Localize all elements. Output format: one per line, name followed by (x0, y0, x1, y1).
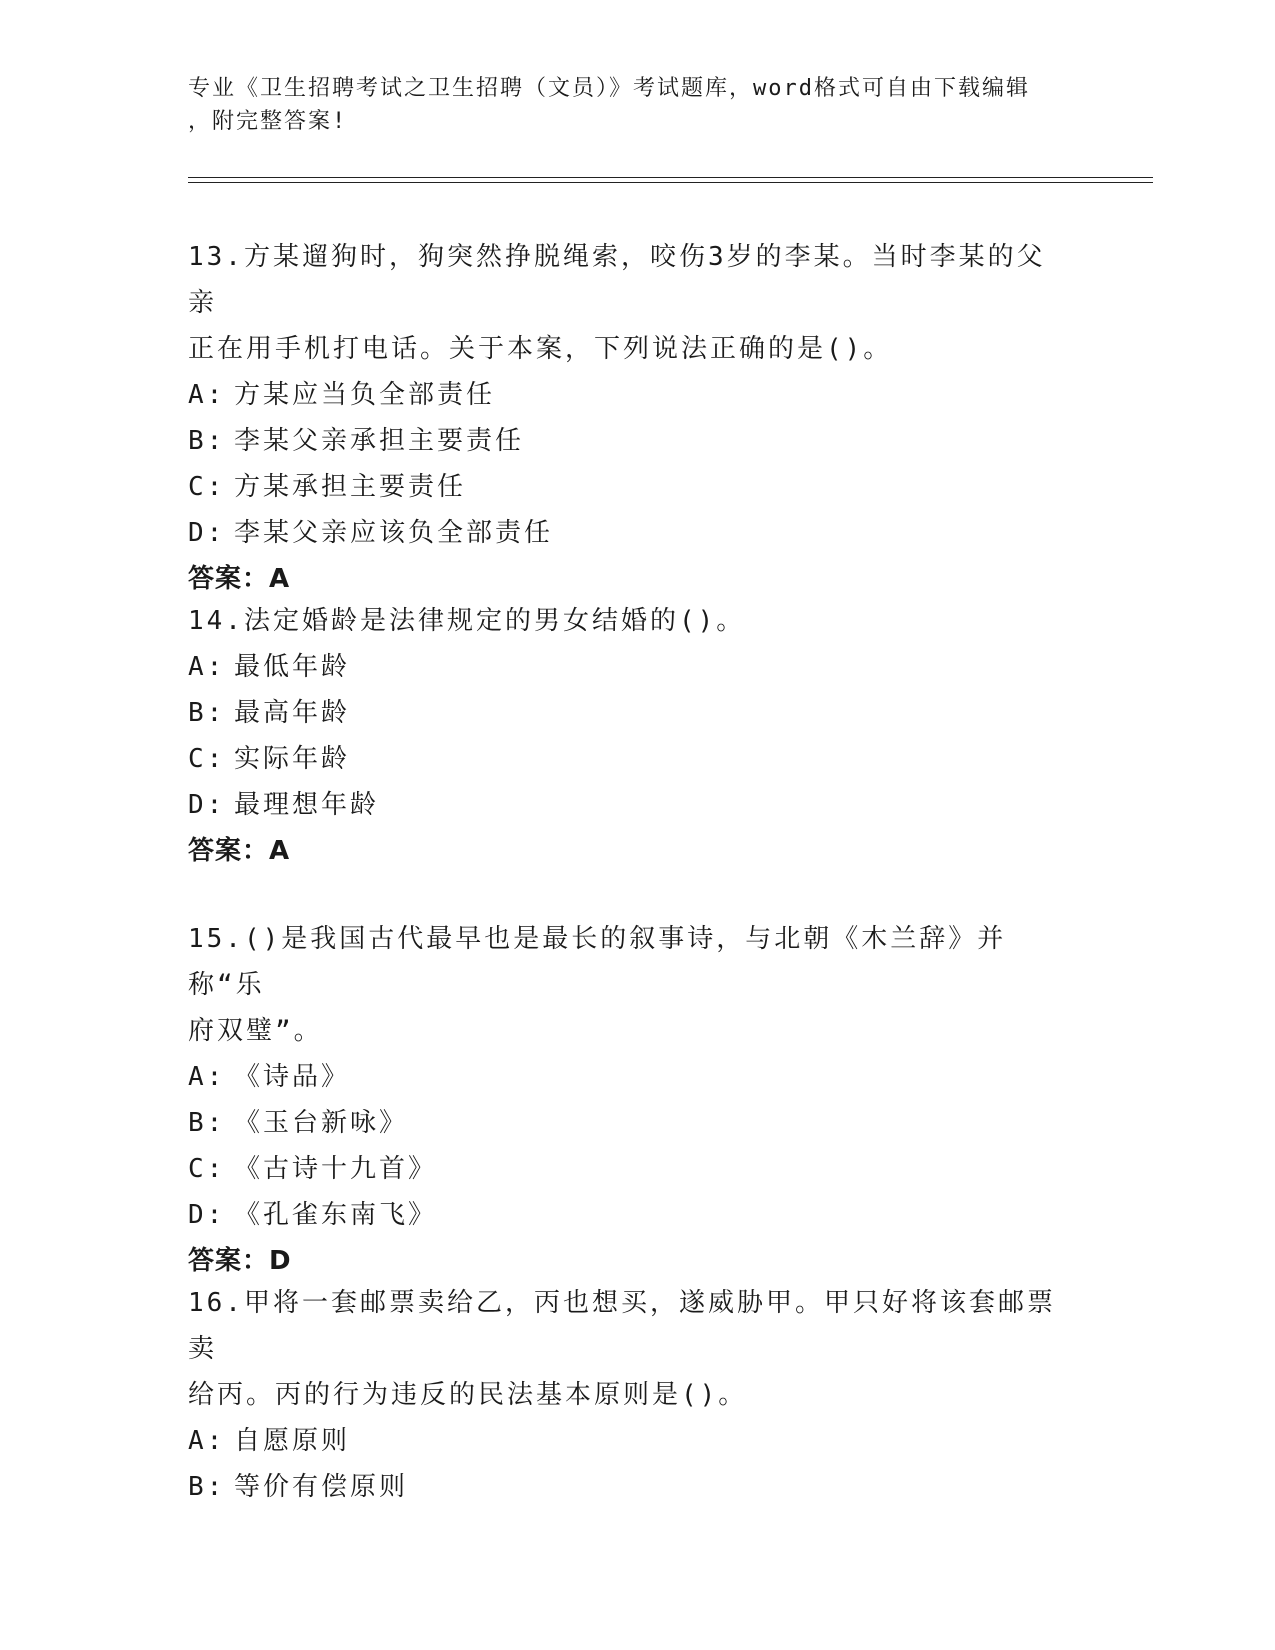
option-c (188, 1146, 1068, 1192)
option-key: D: (188, 1200, 226, 1230)
option-key: B: (188, 1108, 226, 1138)
option-key: A: (188, 380, 226, 410)
option-text: 《孔雀东南飞》 (234, 1200, 438, 1230)
option-key: D: (188, 518, 226, 548)
question-14 (188, 598, 1068, 874)
option-b (188, 418, 1068, 464)
option-b (188, 690, 1068, 736)
question-16 (188, 1280, 1068, 1510)
option-a (188, 372, 1068, 418)
option-text: 方某应当负全部责任 (234, 380, 496, 410)
option-text: 实际年龄 (234, 744, 351, 774)
option-text: 最理想年龄 (234, 790, 380, 820)
option-c (188, 464, 1068, 510)
option-text: 自愿原则 (234, 1426, 351, 1456)
answer-line: 答案：A (188, 564, 291, 594)
header-line-1: 专业《卫生招聘考试之卫生招聘（文员）》考试题库，word格式可自由下载编辑 (188, 76, 1030, 101)
option-text: 最高年龄 (234, 698, 351, 728)
question-stem-line: 15.()是我国古代最早也是最长的叙事诗，与北朝《木兰辞》并称“乐 (188, 924, 1007, 1000)
question-13 (188, 234, 1068, 602)
answer-line: 答案：D (188, 1246, 292, 1276)
option-key: D: (188, 790, 226, 820)
option-key: B: (188, 698, 226, 728)
question-stem-line: 府双璧”。 (188, 1016, 323, 1046)
option-b (188, 1464, 1068, 1510)
option-key: C: (188, 472, 226, 502)
option-c (188, 736, 1068, 782)
option-d (188, 510, 1068, 556)
option-key: C: (188, 1154, 226, 1184)
option-b (188, 1100, 1068, 1146)
question-stem-line: 正在用手机打电话。关于本案，下列说法正确的是()。 (188, 334, 893, 364)
option-text: 最低年龄 (234, 652, 351, 682)
option-text: 李某父亲应该负全部责任 (234, 518, 554, 548)
question-stem-line: 13.方某遛狗时，狗突然挣脱绳索，咬伤3岁的李某。当时李某的父亲 (188, 242, 1046, 318)
option-key: A: (188, 1426, 226, 1456)
header-divider-bottom (188, 182, 1153, 183)
question-stem-line: 16.甲将一套邮票卖给乙，丙也想买，遂威胁甲。甲只好将该套邮票卖 (188, 1288, 1056, 1364)
option-d (188, 782, 1068, 828)
option-text: 等价有偿原则 (234, 1472, 409, 1502)
document-header (188, 72, 1078, 138)
header-divider-top (188, 177, 1153, 178)
option-key: B: (188, 426, 226, 456)
question-stem-line: 给丙。丙的行为违反的民法基本原则是()。 (188, 1380, 748, 1410)
option-a (188, 644, 1068, 690)
header-line-2: ，附完整答案! (188, 109, 348, 134)
option-key: A: (188, 652, 226, 682)
option-d (188, 1192, 1068, 1238)
answer-line: 答案：A (188, 836, 291, 866)
option-text: 方某承担主要责任 (234, 472, 467, 502)
option-text: 《玉台新咏》 (234, 1108, 409, 1138)
option-key: B: (188, 1472, 226, 1502)
option-text: 《古诗十九首》 (234, 1154, 438, 1184)
option-a (188, 1054, 1068, 1100)
question-stem-line: 14.法定婚龄是法律规定的男女结婚的()。 (188, 606, 746, 636)
option-key: C: (188, 744, 226, 774)
option-a (188, 1418, 1068, 1464)
option-text: 《诗品》 (234, 1062, 351, 1092)
option-key: A: (188, 1062, 226, 1092)
question-15 (188, 916, 1068, 1284)
option-text: 李某父亲承担主要责任 (234, 426, 525, 456)
